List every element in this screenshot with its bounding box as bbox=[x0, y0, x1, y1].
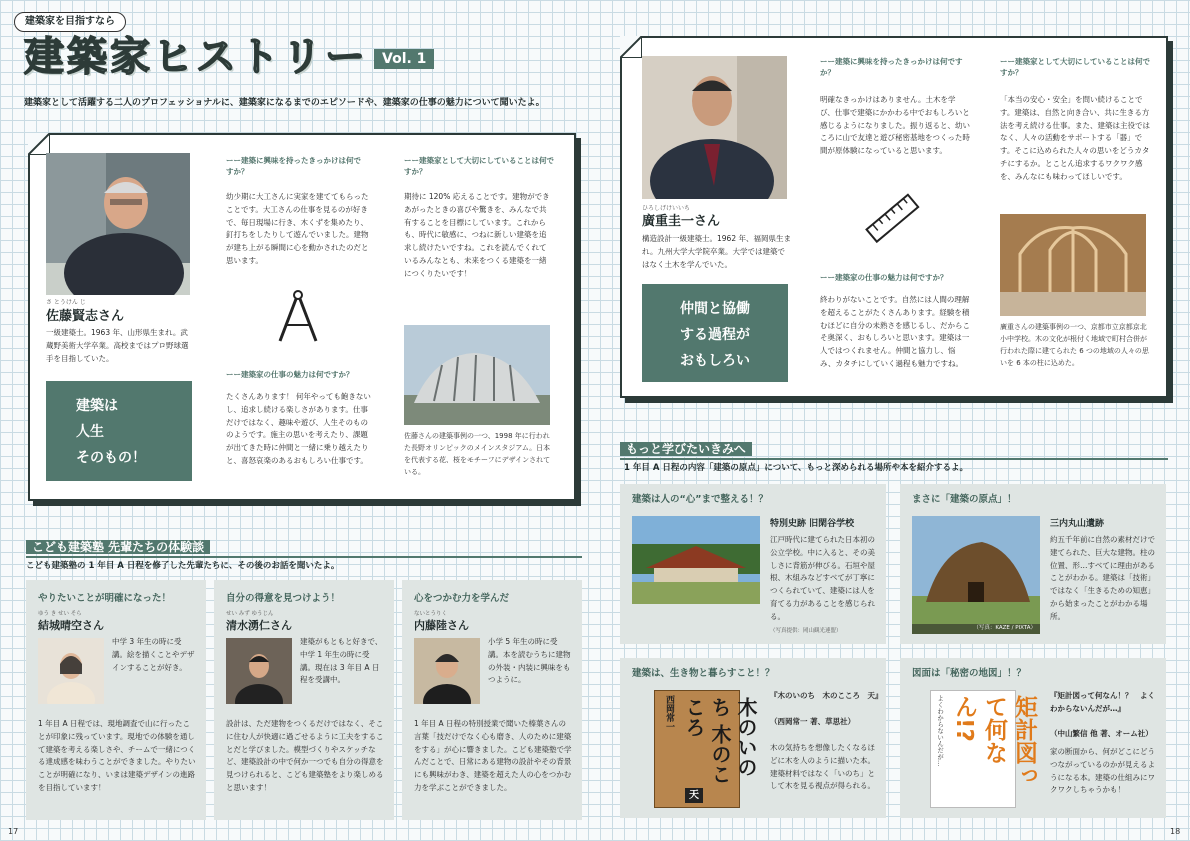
student-story: 1 年目 A 日程では、現地調査で山に行ったことが印象に残っています。現地での体験を通して建築を考える楽しさや、チームで一緒につくる達成感を味わうことができました。やりたいことが明確になり、いまは建築デザインの進路を目指しています！ bbox=[38, 719, 196, 792]
book-author: （西岡常一 著、草思社） bbox=[770, 717, 856, 726]
motto-line: 建築は bbox=[76, 398, 118, 414]
category-pill: 建築家を目指すなら bbox=[14, 12, 126, 32]
sannai-maruyama-photo bbox=[912, 516, 1040, 634]
page-number-right: 18 bbox=[1170, 827, 1181, 836]
hirose-portrait-photo bbox=[642, 56, 787, 199]
place-description: 江戸時代に建てられた日本初の公立学校。中に入ると、その美しさに背筋が伸びる。石垣や屋根、木組みなどすべてが丁寧につくられていて、建築には人を育てる力があることを感じられる。 bbox=[770, 535, 875, 621]
juku-intro: こども建築塾の 1 年目 A 日程を修了した先輩たちに、その後のお話を聞いたよ。 bbox=[26, 561, 340, 571]
sato-answer-3: たくさんあります！ 何年やっても飽きないし、追求し続ける楽しさがあります。仕事だけではなく、趣味や遊び、人生そのもののようです。施主の思いを考えたり、課題が出てきた時に仲間と一緒に乗り越えたりと、喜怒哀楽のあるおもしろい仕事です。 bbox=[226, 392, 371, 465]
student-photo bbox=[38, 638, 104, 704]
student-illustration bbox=[414, 638, 480, 704]
sato-name: 佐藤賢志さん bbox=[46, 309, 125, 324]
learn-card-heading: 建築は、生き物と暮らすこと！？ bbox=[632, 668, 775, 679]
book-description: 家の断面から、何がどこにどうつながっているのかが見えるようになる本。建築の仕組みにワクワクしちゃうかも！ bbox=[1050, 747, 1155, 795]
learn-card-heading: 建築は人の“心”まで整える！？ bbox=[632, 494, 768, 505]
hirose-question-2: ーー建築家として大切にしていることは何ですか？ bbox=[1000, 57, 1150, 78]
student-heading: やりたいことが明確になった！ bbox=[38, 593, 172, 604]
student-profile: 建築がもともと好きで、中学 1 年生の時に受講。現在は 3 年目 A 日程を受講中。 bbox=[300, 637, 383, 685]
nagano-stadium-photo bbox=[404, 325, 550, 425]
shizutani-illustration bbox=[632, 516, 760, 604]
student-name-ruby: せい みず ゆうじん bbox=[226, 611, 274, 617]
drafting-compass-icon bbox=[266, 287, 326, 347]
book-cover-author: 西岡常一 bbox=[663, 695, 674, 731]
folded-corner-icon bbox=[620, 36, 642, 58]
sato-interview-card bbox=[28, 133, 576, 501]
page-number-left: 17 bbox=[8, 827, 19, 836]
page-intro: 建築家として活躍する二人のプロフェッショナルに、建築家になるまでのエピソードや、建築家の仕事の魅力について聞いたよ。 bbox=[24, 98, 545, 108]
student-name: 結城晴空さん bbox=[38, 619, 104, 632]
student-name-ruby: ないとうりく bbox=[414, 611, 448, 617]
student-story: 設計は、ただ建物をつくるだけではなく、そこに住む人が快適に過ごせるように工夫をすることだと学びました。模型づくりやスケッチなど、建築設計の中で何か一つでも自分の得意を見つけられると、こども建築塾をより楽しめると思います！ bbox=[226, 719, 384, 792]
juku-section-header bbox=[26, 538, 210, 556]
hirose-answer-1: 明確なきっかけはありません。土木を学び、仕事で建築にかかわる中でおもしろいと感じるようになりました。振り返ると、幼いころに山で友達と遊び秘密基地をつくった時間が原体験になっていると思います。 bbox=[820, 95, 970, 155]
hirose-question-3: ーー建築家の仕事の魅力は何ですか？ bbox=[820, 273, 948, 282]
student-name-ruby: ゆう き せい そら bbox=[38, 611, 82, 617]
student-photo bbox=[414, 638, 480, 704]
learn-book-card bbox=[900, 658, 1166, 818]
photo-credit: （写真提供：岡山観光連盟） bbox=[770, 628, 842, 634]
student-profile: 中学 3 年生の時に受講。絵を描くことやデザインすることが好き。 bbox=[112, 637, 195, 672]
keihoku-school-photo bbox=[1000, 214, 1146, 316]
student-heading: 自分の得意を見つけよう！ bbox=[226, 593, 341, 604]
learn-section-title: もっと学びたいきみへ bbox=[620, 442, 752, 456]
learn-place-card bbox=[620, 484, 886, 644]
sato-name-ruby: さ とうけん じ bbox=[46, 299, 86, 306]
sato-question-3: ーー建築家の仕事の魅力は何ですか？ bbox=[226, 370, 354, 379]
book-cover-title: 木のいのち 木のこころ bbox=[682, 697, 758, 784]
sato-motto-box bbox=[46, 381, 192, 481]
sato-answer-1: 幼少期に大工さんに実家を建ててもらったことです。大工さんの仕事を見るのが好きで、毎日現場に行き、木くずを集めたり、釘打ちをしたりして遊んでいました。建物が建ち上がる瞬間に心を動かされたのだと思います。 bbox=[226, 192, 369, 265]
pit-dwelling-illustration bbox=[912, 516, 1040, 634]
section-divider bbox=[26, 556, 582, 558]
learn-card-heading: まさに「建築の原点」！ bbox=[912, 494, 1017, 505]
hirose-answer-2: 「本当の安心・安全」を問い続けることです。建築は、自然と向き合い、共に生きる方法を考え続ける仕事。また、建築は主役ではなく、人々の活動をサポートする「器」です。そこに込められた人々の思いをどうカタチにするか。とことん追求するワクワク感を、みんなにも味わってほしいです。 bbox=[1000, 95, 1150, 181]
book-title: 『矩計図って何なん！？ よくわからないんだが…』 bbox=[1050, 691, 1155, 713]
book-title: 『木のいのち 木のこころ 天』 bbox=[770, 691, 883, 700]
photo-credit: （写真：KAZE / PIXTA） bbox=[973, 625, 1036, 632]
student-profile: 小学 5 年生の時に受講。本を読むうちに建物の外装・内装に興味をもつように。 bbox=[488, 637, 571, 685]
student-name: 清水湧仁さん bbox=[226, 619, 292, 632]
shizutani-school-photo bbox=[632, 516, 760, 604]
sato-photo-caption: 佐藤さんの建築事例の一つ、1998 年に行われた長野オリンピックのメインスタジアム。日本を代表する花、桜をモチーフにデザインされている。 bbox=[404, 432, 551, 476]
motto-line: 仲間と協働 bbox=[680, 301, 750, 317]
sato-question-2: ーー建築家として大切にしていることは何ですか？ bbox=[404, 156, 554, 177]
student-illustration bbox=[226, 638, 292, 704]
section-divider bbox=[620, 458, 1168, 460]
portrait-illustration bbox=[642, 56, 787, 199]
motto-line: おもしろい bbox=[680, 353, 750, 369]
stadium-illustration bbox=[404, 325, 550, 425]
hirose-answer-3: 終わりがないことです。自然には人間の理解を超えることがたくさんあります。経験を積むほどに自分の未熟さを感じるし、だからこそ奥深く、おもしろいと思います。建築は一人ではつくれません。仲間と協力し、悩み、カタチにしていく過程も魅力ですね。 bbox=[820, 295, 970, 368]
place-name: 三内丸山遺跡 bbox=[1050, 519, 1105, 529]
juku-section-title: こども建築塾 先輩たちの体験談 bbox=[26, 540, 210, 554]
student-illustration bbox=[38, 638, 104, 704]
book-cover-title: 矩計図って何なん!? bbox=[951, 695, 1037, 787]
motto-line: 人生 bbox=[76, 424, 104, 440]
student-story: 1 年目 A 日程の特別授業で聞いた榛葉さんの言葉「技だけでなく心も磨き、人のために建築をする」が心に響きました。こども建築塾で学んだことで、日常にある建物の設計やその背景にも興味がわき、建築を超えた人の心をつかむ力を学ぶことができました。 bbox=[414, 719, 572, 792]
hirose-bio: 構造設計一級建築士。1962 年、福岡県生まれ。九州大学大学院卒業。大学では建築ではなく土木を学んでいた。 bbox=[642, 234, 791, 269]
page-title: 建築家ヒストリー bbox=[24, 34, 368, 80]
hirose-question-1: ーー建築に興味を持ったきっかけは何ですか？ bbox=[820, 57, 963, 78]
volume-badge: Vol. 1 bbox=[374, 49, 434, 69]
student-card bbox=[214, 580, 394, 820]
learn-card-heading: 図面は「秘密の地図」！？ bbox=[912, 668, 1027, 679]
learn-intro: 1 年目 A 日程の内容「建築の原点」について、もっと深められる場所や本を紹介するよ。 bbox=[624, 463, 969, 473]
hirose-name: 廣重圭一さん bbox=[642, 214, 721, 229]
folded-corner-icon bbox=[28, 133, 50, 155]
book-cover bbox=[930, 690, 1037, 808]
portrait-illustration bbox=[46, 153, 190, 295]
learn-section-header bbox=[620, 440, 752, 458]
motto-line: そのもの！ bbox=[76, 450, 146, 466]
learn-book-card bbox=[620, 658, 886, 818]
student-heading: 心をつかむ力を学んだ bbox=[414, 593, 510, 604]
learn-place-card bbox=[900, 484, 1166, 644]
student-card bbox=[26, 580, 206, 820]
place-description: 約五千年前に自然の素材だけで建てられた、巨大な建物。柱の位置、形…すべてに理由があることがわかる。建築は「技術」ではなく「生きるための知恵」から始まったことがわかる場所。 bbox=[1050, 535, 1155, 621]
hirose-interview-card bbox=[620, 36, 1168, 398]
place-name: 特別史跡 旧閑谷学校 bbox=[770, 519, 855, 529]
student-card bbox=[402, 580, 582, 820]
sato-question-1: ーー建築に興味を持ったきっかけは何ですか？ bbox=[226, 156, 361, 177]
sato-answer-2: 期待に 120% 応えることです。建物ができあがったときの喜びや驚きを、みんなで共有することを目標にしています。これからも、時代に敏感に、つねに新しい建築を追求し続けたいですね。これを読んでくれているみんなとも、未来をつくる建築を一緒につくりたいです！ bbox=[404, 192, 550, 278]
hirose-photo-caption: 廣重さんの建築事例の一つ、京都市立京都京北小中学校。木の文化が根付く地域で町村合併が行われた際に建てられた 6 つの地域の人々の思いを 6 本の柱に込めた。 bbox=[1000, 323, 1149, 367]
hirose-name-ruby: ひろしげけいいち bbox=[642, 205, 691, 212]
student-photo bbox=[226, 638, 292, 704]
book-cover-sub: 天 bbox=[685, 788, 703, 804]
sato-bio: 一級建築士。1963 年、山形県生まれ。武蔵野美術大学卒業。高校まではプロ野球選手を目指していた。 bbox=[46, 328, 189, 363]
motto-line: する過程が bbox=[680, 327, 750, 343]
book-author: （中山繁信 他 著、オーム社） bbox=[1050, 729, 1153, 738]
ruler-icon bbox=[862, 188, 924, 250]
hirose-motto-box bbox=[642, 284, 788, 382]
wooden-hall-illustration bbox=[1000, 214, 1146, 316]
book-description: 木の気持ちを想像したくなるほどに木を人のように描いた本。建築材料ではなく「いのち」として木を見る視点が得られる。 bbox=[770, 743, 875, 791]
student-name: 内藤陸さん bbox=[414, 619, 469, 632]
book-cover bbox=[654, 690, 758, 808]
sato-portrait-photo bbox=[46, 153, 190, 295]
book-cover-sub: よくわからないんだが… bbox=[936, 695, 945, 767]
